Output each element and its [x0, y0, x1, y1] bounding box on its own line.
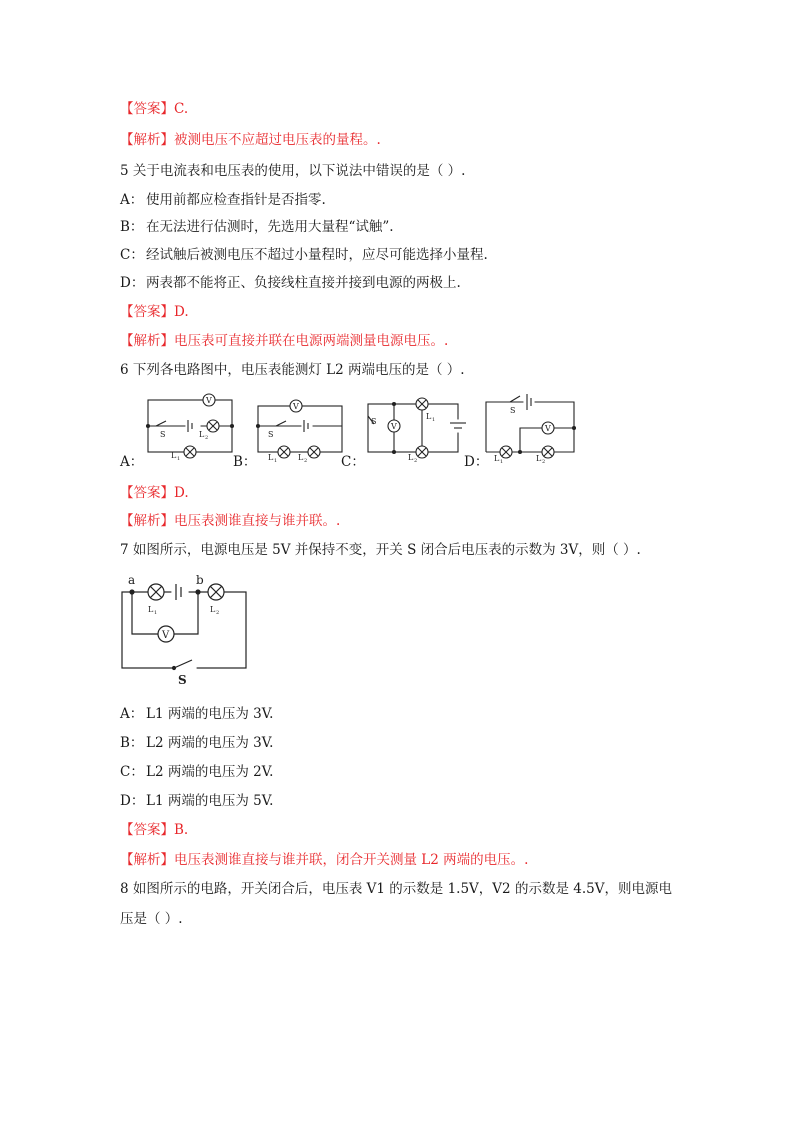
svg-text:S: S: [510, 406, 516, 415]
circuit-b: [256, 388, 346, 464]
q7-option-b: [120, 734, 273, 752]
option-label: B：: [120, 219, 144, 235]
q6-choice-b-label: B：: [233, 454, 257, 470]
option-text: L1 两端的电压为 5V.: [146, 793, 274, 809]
svg-text:L: L: [298, 453, 304, 462]
switch-icon: [510, 396, 520, 402]
circuit-d: [484, 388, 578, 465]
q6-stem: 6 下列各电路图中，电压表能测灯 L2 两端电压的是（ ）.: [120, 362, 465, 378]
svg-text:L: L: [148, 605, 154, 614]
svg-text:1: 1: [432, 417, 436, 423]
svg-text:2: 2: [542, 459, 546, 465]
svg-text:L: L: [199, 430, 205, 439]
q7-analysis: 【解析】电压表测谁直接与谁并联，闭合开关测量 L2 两端的电压。.: [120, 852, 529, 868]
q8-stem-line-2: 压是（ ）.: [120, 911, 183, 927]
q4-analysis: 【解析】被测电压不应超过电压表的量程。.: [120, 132, 381, 148]
svg-text:2: 2: [414, 458, 418, 464]
q5-analysis: 【解析】电压表可直接并联在电源两端测量电源电压。.: [120, 333, 449, 349]
q7-circuit-diagram: [118, 572, 252, 687]
svg-text:1: 1: [274, 458, 278, 464]
svg-text:L: L: [536, 454, 542, 463]
svg-text:1: 1: [500, 459, 504, 465]
svg-text:L: L: [426, 412, 432, 421]
option-text: 两表都不能将正、负接线柱直接并接到电源的两极上.: [146, 275, 461, 291]
q4-answer: 【答案】C.: [120, 101, 189, 117]
circuit-a: [146, 388, 236, 460]
option-text: 使用前都应检查指针是否指零.: [146, 192, 326, 208]
q5-option-a: [120, 191, 326, 209]
option-label: C：: [120, 764, 144, 780]
svg-text:2: 2: [216, 610, 220, 616]
option-label: A：: [120, 192, 144, 208]
q5-option-d: [120, 274, 461, 292]
option-label: D：: [120, 793, 145, 809]
circuit-c: [366, 388, 462, 464]
option-text: 在无法进行估测时，先选用大量程“试触”.: [146, 219, 394, 235]
switch-icon: [156, 421, 166, 426]
option-text: 经试触后被测电压不超过小量程时，应尽可能选择小量程.: [146, 247, 488, 263]
svg-text:V: V: [293, 402, 299, 411]
q6-analysis: 【解析】电压表测谁直接与谁并联。.: [120, 513, 341, 529]
svg-text:1: 1: [177, 456, 181, 462]
q6-choice-a-label: A：: [120, 454, 144, 470]
q6-choice-c-label: C：: [341, 454, 365, 470]
q6-choice-d-label: D：: [464, 454, 489, 470]
q7-option-d: [120, 792, 273, 810]
option-text: L2 两端的电压为 2V.: [146, 764, 274, 780]
svg-text:L: L: [210, 605, 216, 614]
svg-text:S: S: [160, 430, 166, 439]
option-text: L1 两端的电压为 3V.: [146, 706, 274, 722]
svg-text:V: V: [162, 630, 170, 641]
svg-text:L: L: [268, 453, 274, 462]
q6-answer: 【答案】D.: [120, 485, 189, 501]
svg-text:S: S: [178, 673, 187, 687]
q5-stem: 5 关于电流表和电压表的使用，以下说法中错误的是（ ）.: [120, 163, 466, 179]
svg-text:V: V: [206, 396, 212, 405]
option-label: B：: [120, 735, 144, 751]
q5-answer: 【答案】D.: [120, 304, 189, 320]
svg-text:S: S: [268, 430, 274, 439]
switch-icon: [276, 421, 286, 426]
q7-option-c: [120, 763, 273, 781]
option-label: D：: [120, 275, 145, 291]
svg-text:a: a: [128, 573, 136, 587]
svg-text:L: L: [408, 453, 414, 462]
svg-text:S: S: [371, 417, 377, 426]
option-label: C：: [120, 247, 144, 263]
q8-stem-line-1: 8 如图所示的电路，开关闭合后，电压表 V1 的示数是 1.5V，V2 的示数是 4.5V，则电源电: [120, 881, 672, 897]
svg-text:V: V: [545, 424, 551, 433]
q7-stem: 7 如图所示，电源电压是 5V 并保持不变，开关 S 闭合后电压表的示数为 3V，则（ ）.: [120, 542, 641, 558]
q7-option-a: [120, 705, 273, 723]
svg-text:L: L: [494, 454, 500, 463]
svg-text:V: V: [391, 422, 397, 431]
option-label: A：: [120, 706, 144, 722]
q7-answer: 【答案】B.: [120, 822, 189, 838]
q5-option-b: [120, 218, 394, 236]
option-text: L2 两端的电压为 3V.: [146, 735, 274, 751]
svg-text:L: L: [171, 451, 177, 460]
svg-text:2: 2: [304, 458, 308, 464]
svg-text:b: b: [196, 573, 204, 587]
svg-text:2: 2: [205, 435, 209, 441]
svg-text:1: 1: [154, 610, 158, 616]
q5-option-c: [120, 246, 488, 264]
